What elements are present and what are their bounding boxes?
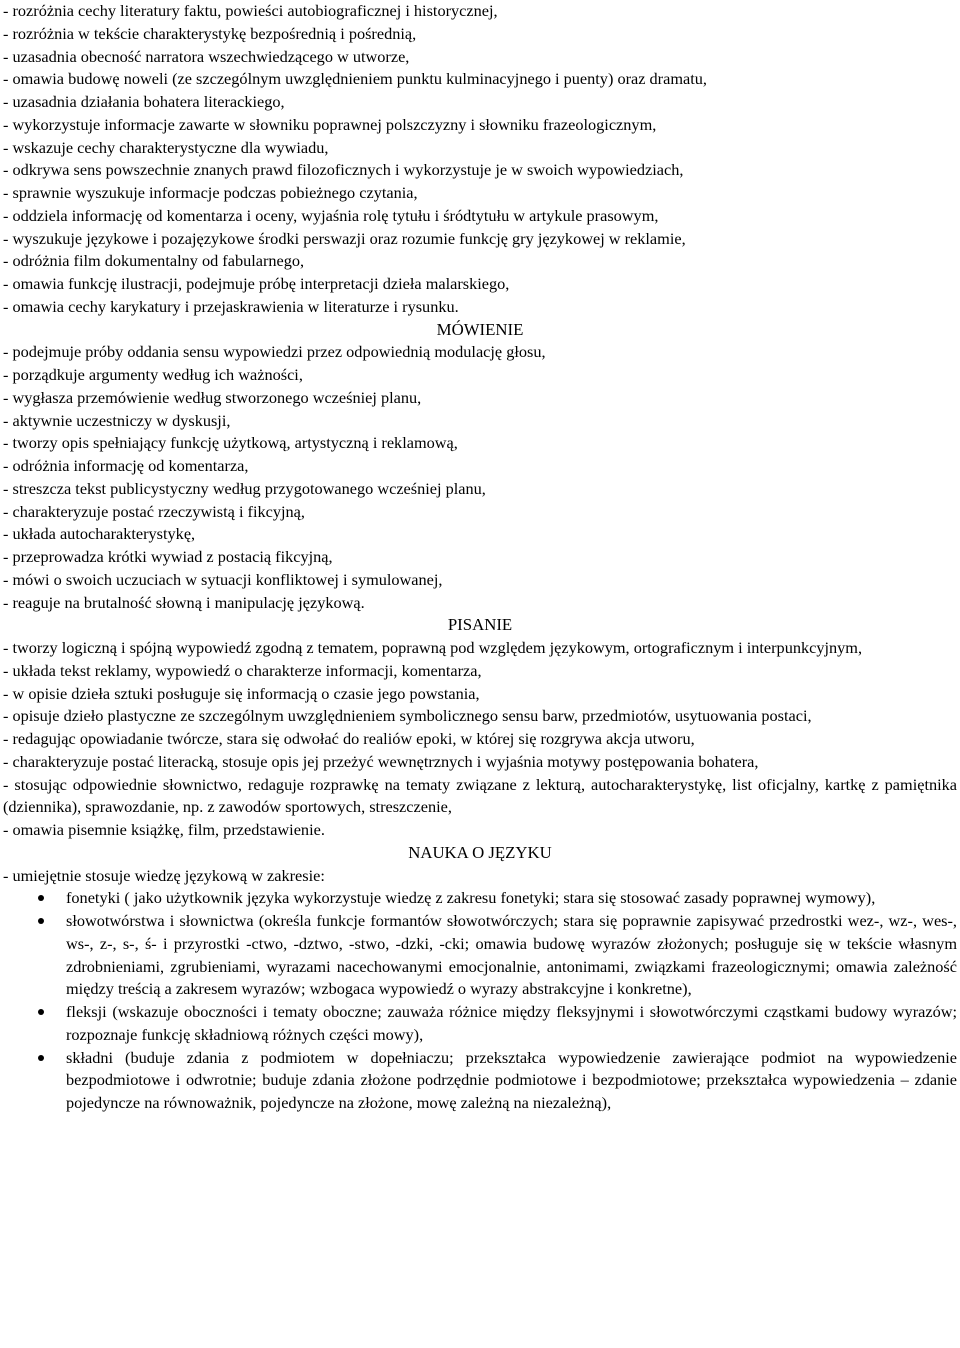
bullet-text: fonetyki ( jako użytkownik języka wykorzystuje wiedzę z zakresu fonetyki; stara się stosować zasady poprawnej wymowy), xyxy=(66,888,876,908)
list-item: - aktywnie uczestniczy w dyskusji, xyxy=(3,410,231,430)
list-item: - uzasadnia działania bohatera literackiego, xyxy=(3,92,285,111)
bullet-item xyxy=(3,1001,957,1047)
section-heading-pisanie: PISANIE xyxy=(447,615,513,635)
list-item: - rozróżnia w tekście charakterystykę bezpośrednią i pośrednią, xyxy=(3,23,417,43)
list-item: - streszcza tekst publicystyczny według przygotowanego wcześniej planu, xyxy=(3,478,486,498)
bullet-icon xyxy=(38,1009,44,1015)
section-nauka-o-jezyku xyxy=(3,842,957,1115)
list-item: - podejmuje próby oddania sensu wypowiedzi przez odpowiednią modulację głosu, xyxy=(3,342,546,362)
list-item: - redagując opowiadanie twórcze, stara się odwołać do realiów epoki, w której się rozgrywa akcja utworu, xyxy=(3,729,695,748)
list-item: - wskazuje cechy charakterystyczne dla wywiadu, xyxy=(3,137,329,157)
bullet-list xyxy=(3,887,957,1115)
bullet-text: składni (buduje zdania z podmiotem w dopełniaczu; przekształca wypowiedzenie zawierające podmiot na wypowiedzenie bezpodmiotowe i odwrotnie; buduje zdania złożone podrzędnie podmiotowe i bezpodmiotowe; przekształca wypowiedzenia – zdanie pojedyncze na równoważnik, pojedyncze na złożone, mowę zależną na niezależną), xyxy=(66,1047,957,1112)
section-mowienie xyxy=(3,319,957,615)
bullet-icon xyxy=(38,895,44,901)
bullet-item xyxy=(3,1047,957,1115)
list-item: - odkrywa sens powszechnie znanych prawd filozoficznych i wykorzystuje je w swoich wypowiedziach, xyxy=(3,160,684,180)
list-item: - oddziela informację od komentarza i oceny, wyjaśnia rolę tytułu i śródtytułu w artykule prasowym, xyxy=(3,205,659,225)
list-item: - wygłasza przemówienie według stworzonego wcześniej planu, xyxy=(3,387,422,407)
list-item: - uzasadnia obecność narratora wszechwiedzącego w utworze, xyxy=(3,46,410,66)
bullet-text: fleksji (wskazuje oboczności i tematy oboczne; zauważa różnice między fleksyjnymi i słowotwórczymi cząstkami budowy wyrazów; rozpoznaje funkcję składniową różnych części mowy), xyxy=(66,1002,957,1044)
section-pisanie xyxy=(3,614,957,842)
list-item: - reaguje na brutalność słowną i manipulację językową. xyxy=(3,592,365,612)
list-item: - omawia budowę noweli (ze szczególnym uwzględnieniem punktu kulminacyjnego i puenty) oraz dramatu, xyxy=(3,69,707,89)
list-item: - tworzy opis spełniający funkcję użytkową, artystyczną i reklamową, xyxy=(3,433,458,453)
list-item: - sprawnie wyszukuje informacje podczas pobieżnego czytania, xyxy=(3,183,418,202)
list-item: - wykorzystuje informacje zawarte w słowniku poprawnej polszczyzny i słowniku frazeologicznym, xyxy=(3,114,657,134)
bullet-text: słowotwórstwa i słownictwa (określa funkcje formantów słowotwórczych; stara się poprawnie zapisywać przedrostki wez-, wz-, wes-, ws-, z-, s-, ś- i przyrostki -ctwo, -dztwo, -stwo, -dzki, -cki; omawia budowę wyrazów złożonych; posługuje się w tekście własnym zdrobnieniami, zgrubieniami, wyrazami nacechowanymi emocjonalnie, antonimami, związkami frazeologicznymi; omawia zależność między treścią a zakresem wyrazów; wzbogaca wypowiedź o wyrazy abstrakcyjne i konkretne), xyxy=(66,911,957,999)
list-item: - odróżnia informację od komentarza, xyxy=(3,456,249,475)
list-item: - porządkuje argumenty według ich ważności, xyxy=(3,365,303,384)
list-item: - omawia funkcję ilustracji, podejmuje próbę interpretacji dzieła malarskiego, xyxy=(3,274,510,293)
section-heading-nauka-o-jezyku: NAUKA O JĘZYKU xyxy=(408,842,552,862)
list-item: - omawia pisemnie książkę, film, przedstawienie. xyxy=(3,820,325,839)
list-item: - tworzy logiczną i spójną wypowiedź zgodną z tematem, poprawną pod względem językowym, ortograficznym i interpunkcyjnym, xyxy=(3,638,863,657)
list-item: - układa tekst reklamy, wypowiedź o charakterze informacji, komentarza, xyxy=(3,660,482,680)
list-item: - omawia cechy karykatury i przejaskrawienia w literaturze i rysunku. xyxy=(3,296,459,316)
section-heading-mowienie: MÓWIENIE xyxy=(436,319,524,339)
list-item: - opisuje dzieło plastyczne ze szczególnym uwzględnieniem symbolicznego sensu barw, przedmiotów, usytuowania postaci, xyxy=(3,706,812,726)
list-item: - w opisie dzieła sztuki posługuje się informacją o czasie jego powstania, xyxy=(3,683,480,703)
list-item: - charakteryzuje postać literacką, stosuje opis jej przeżyć wewnętrznych i wyjaśnia motywy postępowania bohatera, xyxy=(3,751,759,771)
list-item: - stosując odpowiednie słownictwo, redaguje rozprawkę na tematy związane z lekturą, autocharakterystykę, list oficjalny, kartkę z pamiętnika (dziennika), sprawozdanie, np. z zawodów sportowych, streszczenie, xyxy=(3,774,957,817)
bullet-icon xyxy=(38,918,44,924)
list-item: - mówi o swoich uczuciach w sytuacji konfliktowej i symulowanej, xyxy=(3,569,443,589)
section-reading xyxy=(3,0,957,319)
section-intro: - umiejętnie stosuje wiedzę językową w zakresie: xyxy=(3,865,325,885)
list-item: - wyszukuje językowe i pozajęzykowe środki perswazji oraz rozumie funkcję gry językowej w reklamie, xyxy=(3,228,686,248)
list-item: - układa autocharakterystykę, xyxy=(3,524,196,544)
list-item: - odróżnia film dokumentalny od fabularnego, xyxy=(3,251,305,271)
list-item: - przeprowadza krótki wywiad z postacią fikcyjną, xyxy=(3,547,333,566)
bullet-item xyxy=(3,910,957,1001)
list-item: - rozróżnia cechy literatury faktu, powieści autobiograficznej i historycznej, xyxy=(3,1,498,20)
list-item: - charakteryzuje postać rzeczywistą i fikcyjną, xyxy=(3,501,305,521)
bullet-icon xyxy=(38,1055,44,1061)
bullet-item xyxy=(3,887,957,910)
